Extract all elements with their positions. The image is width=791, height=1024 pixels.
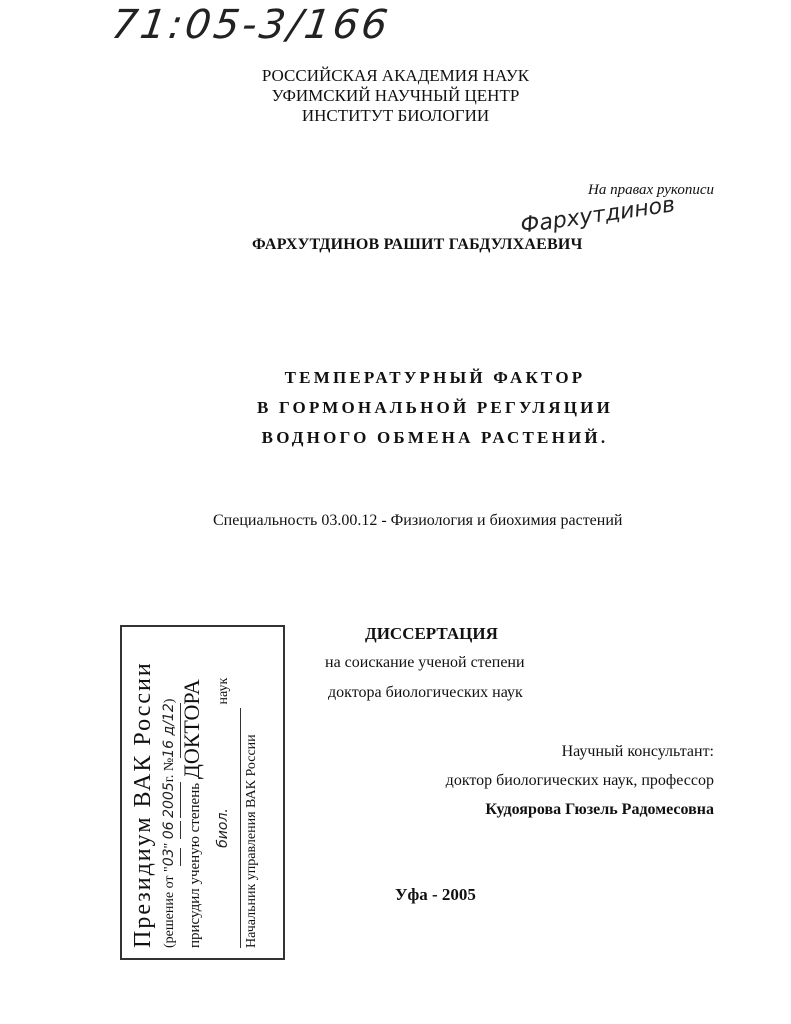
- stamp-field: биол.: [206, 708, 241, 948]
- stamp-decision-suffix: ): [162, 698, 177, 704]
- title-line-1: ТЕМПЕРАТУРНЫЙ ФАКТОР: [284, 368, 586, 387]
- stamp-head: Начальник управления ВАК России: [244, 734, 259, 948]
- institution-academy: РОССИЙСКАЯ АКАДЕМИЯ НАУК: [261, 66, 530, 85]
- stamp-decision-mid: г. №: [162, 757, 177, 783]
- stamp-decision-year: 2005: [158, 782, 181, 818]
- vak-stamp: [120, 625, 285, 960]
- consultant-degree: доктор биологических наук, профессор: [445, 772, 714, 789]
- catalog-number: 71:05-3/166: [108, 2, 394, 48]
- rights-note: На правах рукописи: [588, 182, 714, 198]
- stamp-sciences: наук: [216, 677, 231, 705]
- consultant-label: Научный консультант:: [561, 743, 714, 760]
- title-line-3: ВОДНОГО ОБМЕНА РАСТЕНИЙ.: [261, 428, 609, 447]
- dissertation-heading: ДИССЕРТАЦИЯ: [365, 624, 498, 643]
- author-name: ФАРХУТДИНОВ РАШИТ ГАБДУЛХАЕВИЧ: [252, 236, 583, 253]
- stamp-awarded: присудил ученую степень: [187, 782, 203, 948]
- stamp-decision-prefix: (решение от ": [162, 866, 177, 948]
- stamp-heading: Президиум ВАК России: [130, 661, 156, 948]
- author-signature: Фархутдинов: [519, 192, 677, 239]
- stamp-field-line: [206, 637, 241, 948]
- city-year: Уфа - 2005: [395, 885, 476, 904]
- dissertation-degree-line-1: на соискание ученой степени: [325, 654, 525, 671]
- consultant-name: Кудоярова Гюзель Радомесовна: [485, 801, 714, 818]
- stamp-decision-sep: ": [162, 842, 177, 849]
- stamp-decision: [158, 637, 181, 948]
- institution-institute: ИНСТИТУТ БИОЛОГИИ: [301, 106, 490, 125]
- stamp-decision-number: 16 д/12: [158, 703, 181, 757]
- stamp-degree: ДОКТОРА: [179, 679, 204, 780]
- title-line-2: В ГОРМОНАЛЬНОЙ РЕГУЛЯЦИИ: [256, 398, 614, 417]
- specialty: Специальность 03.00.12 - Физиология и биохимия растений: [213, 512, 623, 529]
- stamp-decision-month: 06: [158, 821, 181, 839]
- dissertation-degree-line-2: доктора биологических наук: [328, 684, 523, 701]
- institution-center: УФИМСКИЙ НАУЧНЫЙ ЦЕНТР: [271, 86, 520, 105]
- stamp-awarded-line: [181, 637, 206, 948]
- stamp-decision-day: 03: [158, 848, 181, 866]
